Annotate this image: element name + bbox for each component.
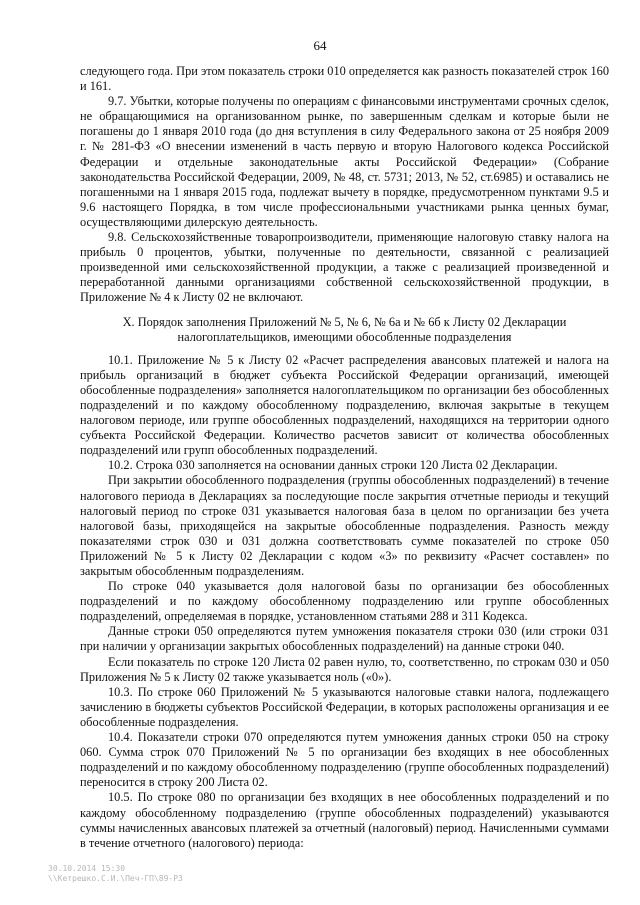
paragraph-continuation: следующего года. При этом показатель строки 010 определяется как разность показателей строк 160 и 161. bbox=[80, 64, 609, 94]
print-path: \\Кетрешко.С.И.\Печ-ГП\89-РЗ bbox=[48, 874, 183, 883]
paragraph-line-050: Данные строки 050 определяются путем умножения показателя строки 030 (или строки 031 при наличии у организации закрытых обособленных подразделений) на данные строки 040. bbox=[80, 624, 609, 654]
document-body bbox=[80, 64, 609, 851]
paragraph-zero-value: Если показатель по строке 120 Листа 02 равен нулю, то, соответственно, по строкам 030 и 050 Приложения № 5 к Листу 02 также указывается ноль («0»). bbox=[80, 654, 609, 684]
paragraph-closure: При закрытии обособленного подразделения (группы обособленных подразделений) в течение налогового периода в Декларациях за последующие после закрытия отчетные периоды и текущий налоговый период по строке 031 указывается налоговая база в целом по организации без учета налоговой базы, приходящейся на закрытые обособленные подразделения. Разность между показателями строк 030 и 031 должна соответствовать сумме показателей по строке 050 Приложений № 5 к Листу 02 Декларации с кодом «3» по реквизиту «Расчет составлен» по закрытым обособленным подразделениям. bbox=[80, 473, 609, 578]
print-timestamp: 30.10.2014 15:30 bbox=[48, 864, 126, 873]
paragraph-10-5: 10.5. По строке 080 по организации без входящих в нее обособленных подразделений и по каждому обособленному подразделению (группе обособленных подразделений) указываются суммы начисленных авансовых платежей за отчетный (налоговый) период. Начисленными суммами в течение отчетного (налогового) периода: bbox=[80, 790, 609, 850]
paragraph-10-3: 10.3. По строке 060 Приложений № 5 указываются налоговые ставки налога, подлежащего зачислению в бюджеты субъектов Российской Федерации, в которых расположены организация и ее обособленные подразделения. bbox=[80, 684, 609, 729]
section-heading bbox=[80, 315, 609, 345]
section-title-line-1: X. Порядок заполнения Приложений № 5, № 6, № 6а и № 6б к Листу 02 Декларации bbox=[122, 314, 567, 329]
page-number: 64 bbox=[313, 38, 327, 53]
paragraph-9-8: 9.8. Сельскохозяйственные товаропроизводители, применяющие налоговую ставку налога на прибыль 0 процентов, убытки, полученные по деятельности, связанной с реализацией произведенной ими сельскохозяйственной продукции, а также с реализацией произведенной и переработанной данными организациями собственной сельскохозяйственной продукции, в Приложение № 4 к Листу 02 не включают. bbox=[80, 230, 609, 305]
paragraph-9-7: 9.7. Убытки, которые получены по операциям с финансовыми инструментами срочных сделок, не обращающимися на организованном рынке, по завершенным сделкам и которые были не погашены до 1 января 2010 года (до дня вступления в силу Федерального закона от 25 ноября 2009 г. № 281-ФЗ «О внесении изменений в часть первую и вторую Налогового кодекса Российской Федерации и отдельные законодательные акты Российской Федерации» (Собрание законодательства Российской Федерации, 2009, № 48, ст. 5731; 2013, № 52, ст.6985) и оставались не погашенными на 1 января 2015 года, подлежат вычету в порядке, предусмотренном пунктами 9.5 и 9.6 настоящего Порядка, в том числе профессиональными участниками рынка ценных бумаг, осуществляющими дилерскую деятельность. bbox=[80, 94, 609, 229]
print-footer bbox=[48, 864, 183, 884]
paragraph-line-040: По строке 040 указывается доля налоговой базы по организации без обособленных подразделений и по каждому обособленному подразделению или группе обособленных подразделений, определяемая в порядке, установленном статьями 288 и 311 Кодекса. bbox=[80, 579, 609, 624]
section-title-line-2: налогоплательщиков, имеющими обособленные подразделения bbox=[177, 329, 512, 344]
paragraph-10-2: 10.2. Строка 030 заполняется на основании данных строки 120 Листа 02 Декларации. bbox=[108, 458, 558, 473]
paragraph-10-4: 10.4. Показатели строки 070 определяются путем умножения данных строки 050 на строку 060. Сумма строк 070 Приложений № 5 по организации без входящих в нее обособленных подразделений и по каждому обособленному подразделению (группе обособленных подразделений) переносится в строку 200 Листа 02. bbox=[80, 730, 609, 790]
paragraph-10-1: 10.1. Приложение № 5 к Листу 02 «Расчет распределения авансовых платежей и налога на прибыль организаций в бюджет субъекта Российской Федерации организаций, имеющей обособленные подразделения» заполняется налогоплательщиком по организации без обособленных подразделений и по каждому обособленному подразделению, включая закрытые в текущем налоговом периоде, или группе обособленных подразделений, находящихся на территории одного субъекта Российской Федерации. Количество расчетов зависит от количества обособленных подразделений или групп обособленных подразделений. bbox=[80, 352, 609, 458]
